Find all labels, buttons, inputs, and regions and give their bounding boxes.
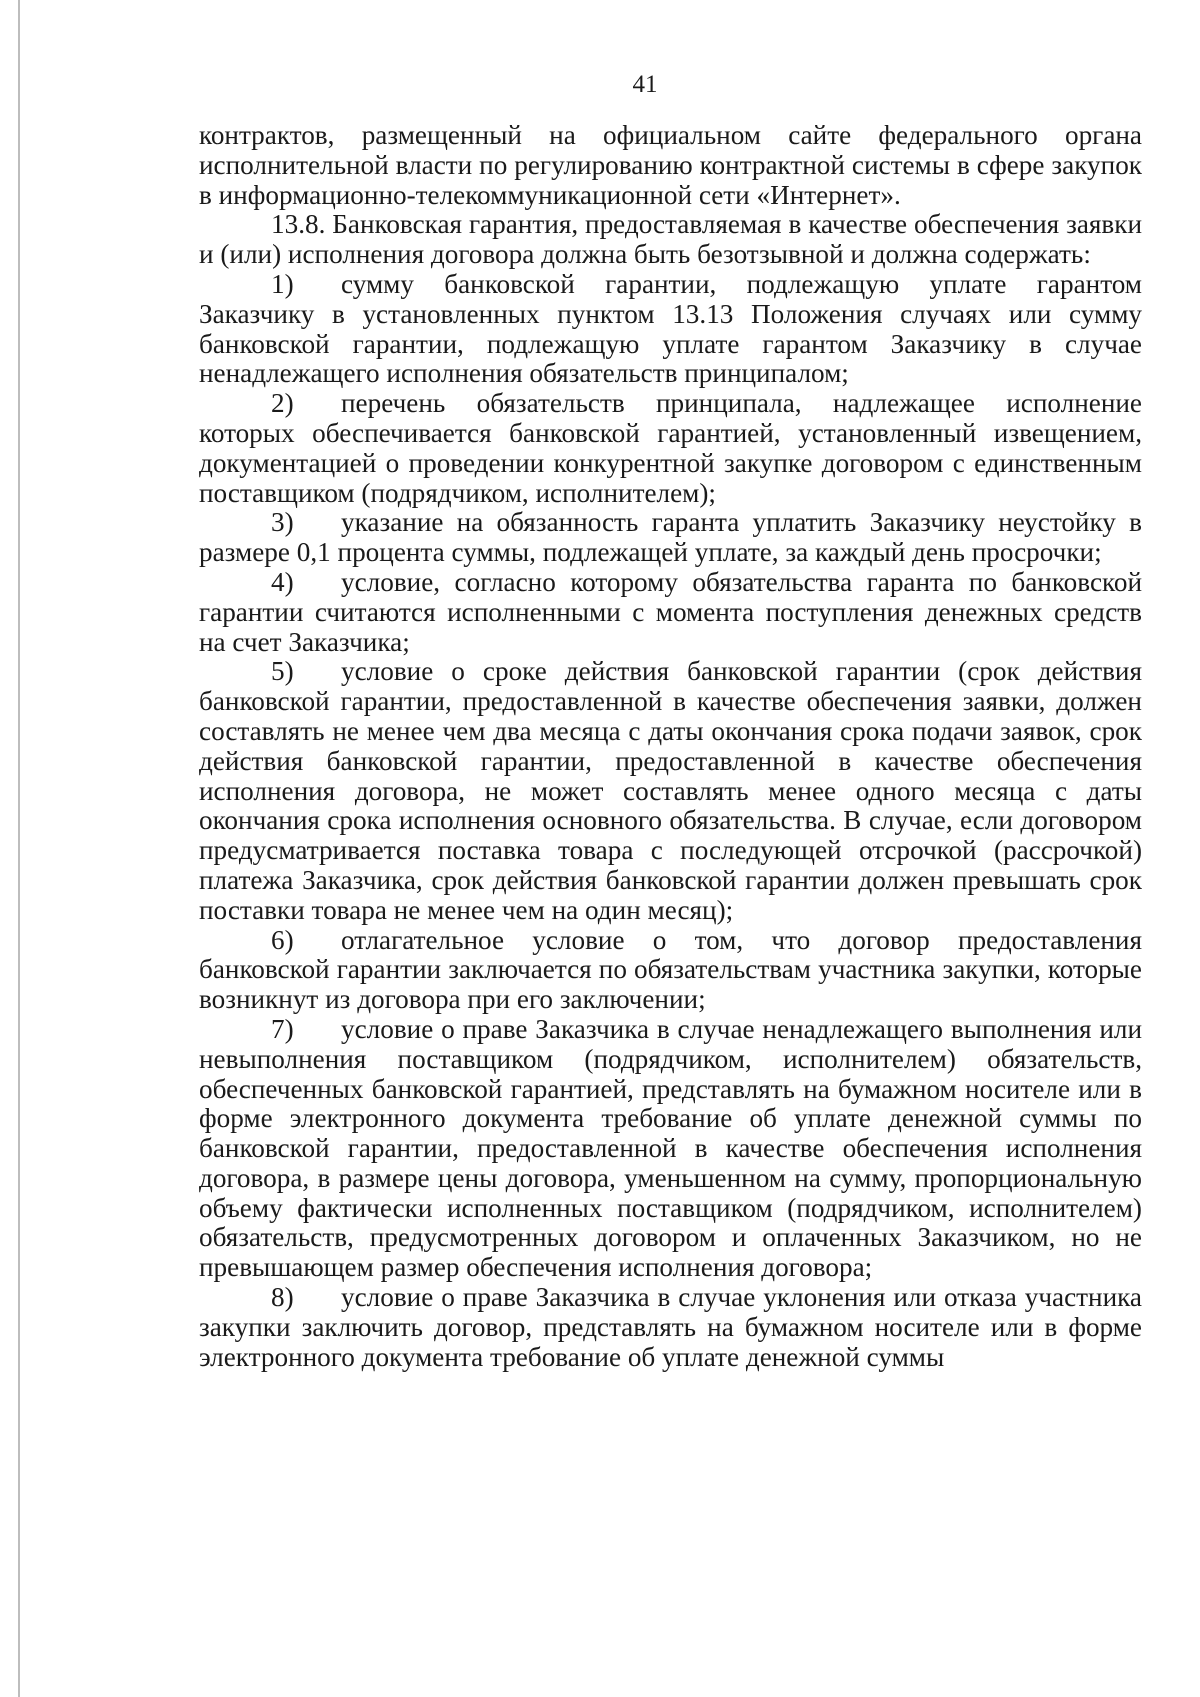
clause-13-8: 13.8. Банковская гарантия, предоставляемая в качестве обеспечения заявки и (или) исполнения договора должна быть безотзывной и должна содержать: [199, 209, 1142, 270]
list-item-number: 4) [271, 566, 294, 597]
list-item-text: перечень обязательств принципала, надлежащее исполнение которых обеспечивается банковской гарантией, установленный извещением, документацией о проведении конкурентной закупке договором с единственным поставщиком (подрядчиком, исполнителем); [199, 388, 1142, 508]
list-item-number: 2) [271, 388, 294, 419]
list-item-text: условие о праве Заказчика в случае ненадлежащего выполнения или невыполнения поставщиком (подрядчиком, исполнителем) обязательств, обеспеченных банковской гарантией, представлять на бумажном носителе или в форме электронного документа требование об уплате денежной суммы по банковской гарантии, предоставленной в качестве обеспечения исполнения договора, в размере цены договора, уменьшенном на сумму, пропорциональную объему фактически исполненных поставщиком (подрядчиком, исполнителем) обязательств, предусмотренных договором и оплаченных Заказчиком, но не превышающем размер обеспечения исполнения договора; [199, 1013, 1142, 1283]
list-item-text: условие о сроке действия банковской гарантии (срок действия банковской гарантии, предоставленной в качестве обеспечения заявки, должен составлять не менее чем два месяца с даты окончания срока подачи заявок, срок действия банковской гарантии, предоставленной в качестве обеспечения исполнения договора, не может составлять менее одного месяца с даты окончания срока исполнения основного обязательства. В случае, если договором предусматривается поставка товара с последующей отсрочкой (рассрочкой) платежа Заказчика, срок действия банковской гарантии должен превышать срок поставки товара не менее чем на один месяц); [199, 656, 1142, 925]
list-item [199, 1283, 1142, 1372]
list-item-number: 6) [271, 924, 294, 955]
list-item-text: условие о праве Заказчика в случае уклонения или отказа участника закупки заключить договор, представлять на бумажном носителе или в форме электронного документа требование об уплате денежной суммы [199, 1282, 1142, 1372]
list-item-number: 3) [271, 507, 294, 538]
list-item-number: 7) [271, 1013, 294, 1044]
list-item-number: 5) [271, 656, 294, 687]
list-item [199, 508, 1142, 568]
document-body [199, 121, 1142, 1372]
list-item [199, 926, 1142, 1015]
list-item-text: сумму банковской гарантии, подлежащую уплате гарантом Заказчику в установленных пунктом 13.13 Положения случаях или сумму банковской гарантии, подлежащую уплате гарантом Заказчику в случае ненадлежащего исполнения обязательств принципалом; [199, 268, 1142, 389]
list-item-text: условие, согласно которому обязательства гаранта по банковской гарантии считаются исполненными с момента поступления денежных средств на счет Заказчика; [199, 566, 1142, 657]
list-item-number: 8) [271, 1282, 294, 1313]
list-item-text: указание на обязанность гаранта уплатить Заказчику неустойку в размере 0,1 процента суммы, подлежащей уплате, за каждый день просрочки; [199, 507, 1142, 568]
list-item-number: 1) [271, 268, 294, 299]
list-item [199, 657, 1142, 925]
continuation-paragraph: контрактов, размещенный на официальном сайте федерального органа исполнительной власти по регулированию контрактной системы в сфере закупок в информационно-телекоммуникационной сети «Интернет». [199, 120, 1142, 210]
page-number: 41 [632, 71, 658, 98]
list-item [199, 270, 1142, 389]
list-item [199, 1015, 1142, 1283]
list-item [199, 568, 1142, 657]
scan-edge-line [18, 0, 20, 1697]
list-item-text: отлагательное условие о том, что договор предоставления банковской гарантии заключается по обязательствам участника закупки, которые возникнут из договора при его заключении; [199, 924, 1142, 1015]
list-item [199, 389, 1142, 508]
